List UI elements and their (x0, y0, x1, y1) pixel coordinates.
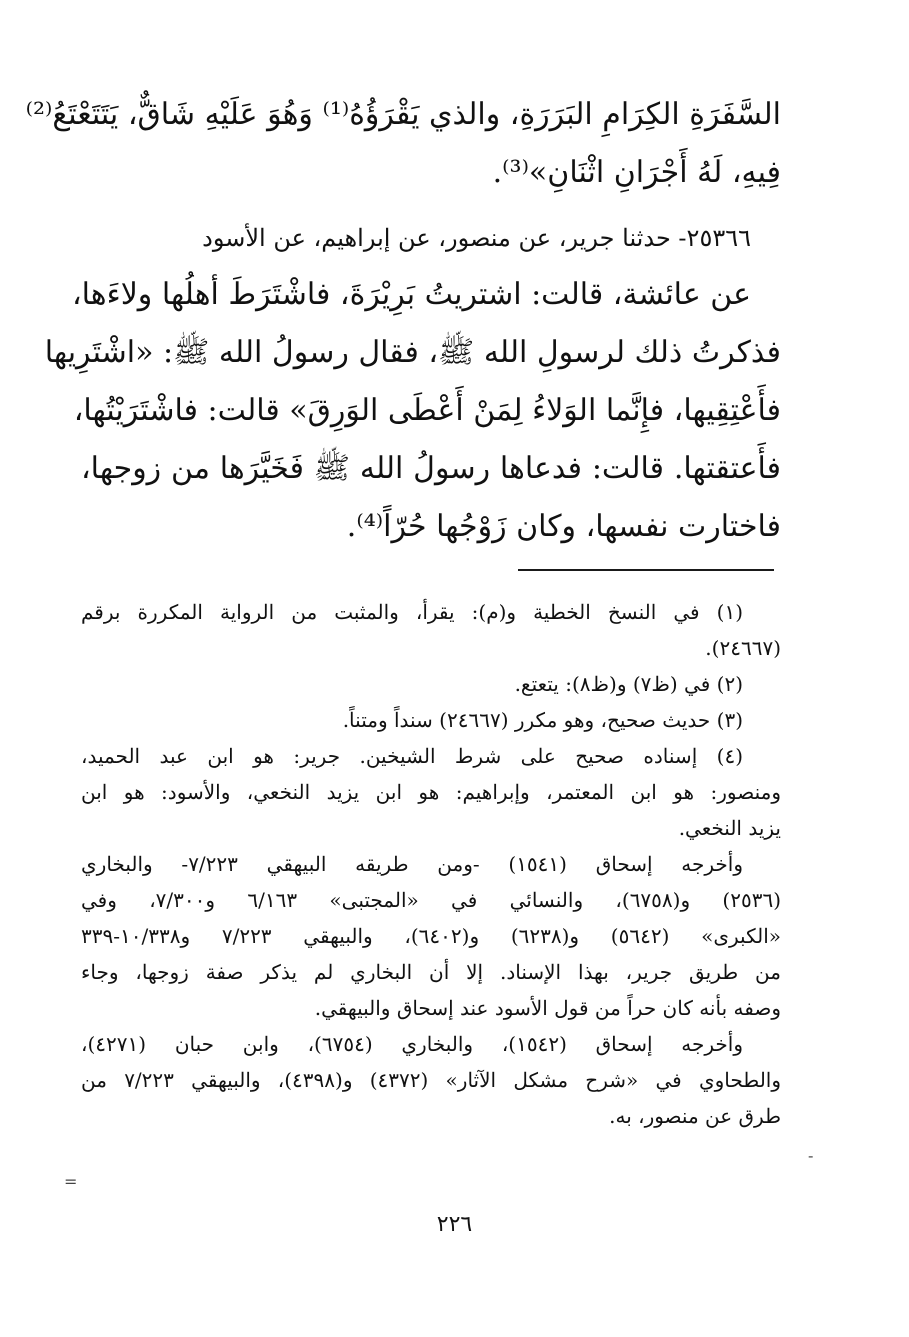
footnote-line: (٢٤٦٦٧). (705, 636, 781, 660)
hadith-body-block (44, 266, 781, 556)
footnote-line: وأخرجه إسحاق (١٥٤٢)، والبخاري (٦٧٥٤)، وابن حبان (٤٢٧١)، (81, 1032, 743, 1056)
hadith-line: فأَعتقتها. قالت: فدعاها رسولُ الله ﷺ فَخَيَّرَها من زوجها، (81, 451, 781, 486)
page-number: ٢٢٦ (436, 1212, 473, 1237)
footnote-separator (518, 569, 774, 571)
footnote-line: والطحاوي في «شرح مشكل الآثار» (٤٣٧٢) و(٤٣٩٨)، والبيهقي ٧/٢٢٣ من (81, 1068, 781, 1092)
hadith-line: عن عائشة، قالت: اشتريتُ بَرِيْرَةَ، فاشْتَرَطَ أهلُها ولاءَها، (71, 277, 751, 312)
hadith-header-block (131, 218, 751, 258)
verse-line: السَّفَرَةِ الكِرَامِ البَرَرَةِ، والذي يَقْرَؤُهُ⁽¹⁾ وَهُوَ عَلَيْهِ شَاقٌّ، يَتَتَعْتَعُ⁽²⁾ (25, 97, 781, 132)
hadith-header: ٢٥٣٦٦- حدثنا جرير، عن منصور، عن إبراهيم، عن الأسود (202, 224, 751, 252)
footnotes-block (81, 594, 781, 1134)
footnote-line: وصفه بأنه كان حراً من قول الأسود عند إسحاق والبيهقي. (314, 996, 781, 1020)
margin-mark-right: - (808, 1146, 814, 1165)
footnote-line: (٤) إسناده صحيح على شرط الشيخين. جرير: هو ابن عبد الحميد، (81, 744, 743, 768)
footnote-line: (٢٥٣٦) و(٦٧٥٨)، والنسائي في «المجتبى» ٦/١٦٣ و٧/٣٠٠، وفي (81, 888, 782, 912)
footnote-line: طرق عن منصور، به. (609, 1104, 781, 1128)
hadith-line: فاختارت نفسها، وكان زَوْجُها حُرّاً⁽⁴⁾. (346, 509, 781, 544)
margin-mark-left: = (64, 1172, 78, 1191)
verse-line: فِيهِ، لَهُ أَجْرَانِ اثْنَانِ»⁽³⁾. (492, 155, 781, 190)
footnote-line: (٣) حديث صحيح، وهو مكرر (٢٤٦٦٧) سنداً ومتناً. (342, 708, 743, 732)
footnote-line: (٢) في (ظ٧) و(ظ٨): يتعتع. (514, 672, 743, 696)
footnote-line: يزيد النخعي. (678, 816, 781, 840)
footnote-line: وأخرجه إسحاق (١٥٤١) -ومن طريقه البيهقي ٧/٢٢٣- والبخاري (81, 852, 744, 876)
hadith-line: فذكرتُ ذلك لرسولِ الله ﷺ، فقال رسولُ الله ﷺ: «اشْتَرِيها (44, 335, 781, 370)
footnote-line: من طريق جرير، بهذا الإسناد. إلا أن البخاري لم يذكر صفة زوجها، وجاء (81, 960, 781, 984)
footnote-line: ومنصور: هو ابن المعتمر، وإبراهيم: هو ابن يزيد النخعي، والأسود: هو ابن (81, 780, 781, 804)
footnote-line: (١) في النسخ الخطية و(م): يقرأ، والمثبت من الرواية المكررة برقم (81, 600, 743, 624)
hadith-line: فأَعْتِقِيها، فإِنَّما الوَلاءُ لِمَنْ أَعْطَى الوَرِقَ» قالت: فاشْتَرَيْتُها، (73, 393, 781, 428)
verse-text-block (25, 86, 781, 202)
footnote-line: «الكبرى» (٥٦٤٢) و(٦٢٣٨) و(٦٤٠٢)، والبيهقي ٧/٢٢٣ و١٠/٣٣٨-٣٣٩ (81, 924, 782, 948)
